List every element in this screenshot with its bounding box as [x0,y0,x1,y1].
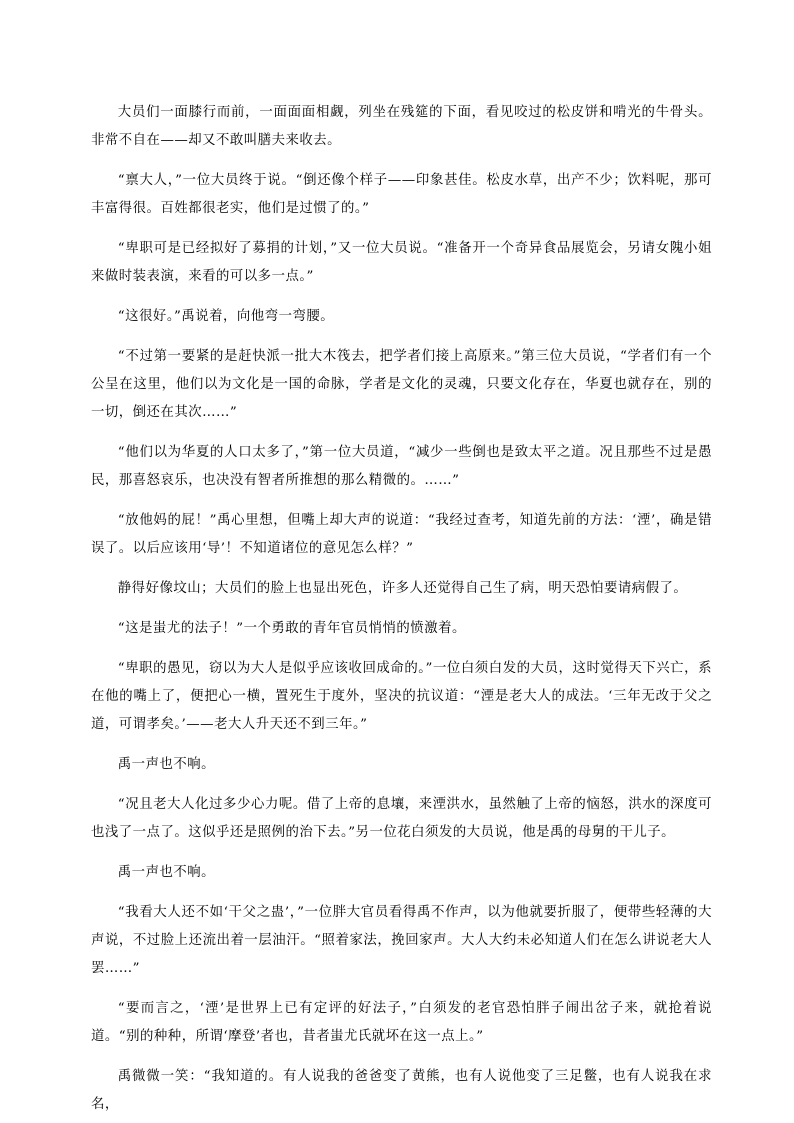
paragraph: “这是蚩尤的法子！”一个勇敢的青年官员悄悄的愤激着。 [117,621,466,636]
paragraph: “我看大人还不如‘干父之蛊’，”一位胖大官员看得禹不作声，以为他就要折服了，便带些轻薄的大声说，不过脸上还流出着一层油汗。“照着家法，挽回家声。大人大约未必知道人们在怎么讲说老大人罢……” [91,905,712,976]
paragraph: “况且老大人化过多少心力呢。借了上帝的息壤，来湮洪水，虽然触了上帝的恼怒，洪水的深度可也浅了一点了。这似乎还是照例的治下去。”另一位花白须发的大员说，他是禹的母舅的干儿子。 [91,797,712,840]
paragraph: 禹微微一笑：“我知道的。有人说我的爸爸变了黄熊，也有人说他变了三足鳖，也有人说我在求名， [91,1069,712,1112]
paragraph: “不过第一要紧的是赶快派一批大木筏去，把学者们接上高原来。”第三位大员说，“学者们有一个公呈在这里，他们以为文化是一国的命脉，学者是文化的灵魂，只要文化存在，华夏也就存在，别的一切，倒还在其次……” [91,349,712,420]
paragraph: “要而言之，‘湮’是世界上已有定评的好法子，”白须发的老官恐怕胖子闹出岔子来，就抢着说道。“别的种种，所谓‘摩登’者也，昔者蚩尤氏就坏在这一点上。” [91,1001,712,1044]
paragraph: “禀大人，”一位大员终于说。“倒还像个样子——印象甚佳。松皮水草，出产不少；饮料呢，那可丰富得很。百姓都很老实，他们是过惯了的。” [91,173,712,216]
paragraph: “卑职的愚见，窃以为大人是似乎应该收回成命的。”一位白须白发的大员，这时觉得天下兴亡，系在他的嘴上了，便把心一横，置死生于度外，坚决的抗议道：“湮是老大人的成法。‘三年无改于父之道，可谓孝矣。’——老大人升天还不到三年。” [91,661,712,732]
paragraph: “这很好。”禹说着，向他弯一弯腰。 [117,309,335,324]
paragraph: 静得好像坟山；大员们的脸上也显出死色，许多人还觉得自己生了病，明天恐怕要请病假了。 [117,581,688,596]
paragraph: 禹一声也不响。 [117,757,216,772]
paragraph: 禹一声也不响。 [117,865,216,880]
paragraph: “卑职可是已经拟好了募捐的计划，”又一位大员说。“准备开一个奇异食品展览会，另请女隗小姐来做时装表演，来看的可以多一点。” [91,241,712,284]
paragraph: “放他妈的屁！”禹心里想，但嘴上却大声的说道：“我经过查考，知道先前的方法：‘湮’，确是错误了。以后应该用‘导’！不知道诸位的意见怎么样？” [91,513,712,556]
paragraph: “他们以为华夏的人口太多了，”第一位大员道，“减少一些倒也是致太平之道。况且那些不过是愚民，那喜怒哀乐，也决没有智者所推想的那么精微的。……” [91,445,712,488]
paragraph: 大员们一面膝行而前，一面面面相觑，列坐在残筵的下面，看见咬过的松皮饼和啃光的牛骨头。非常不自在——却又不敢叫膳夫来收去。 [91,105,712,148]
